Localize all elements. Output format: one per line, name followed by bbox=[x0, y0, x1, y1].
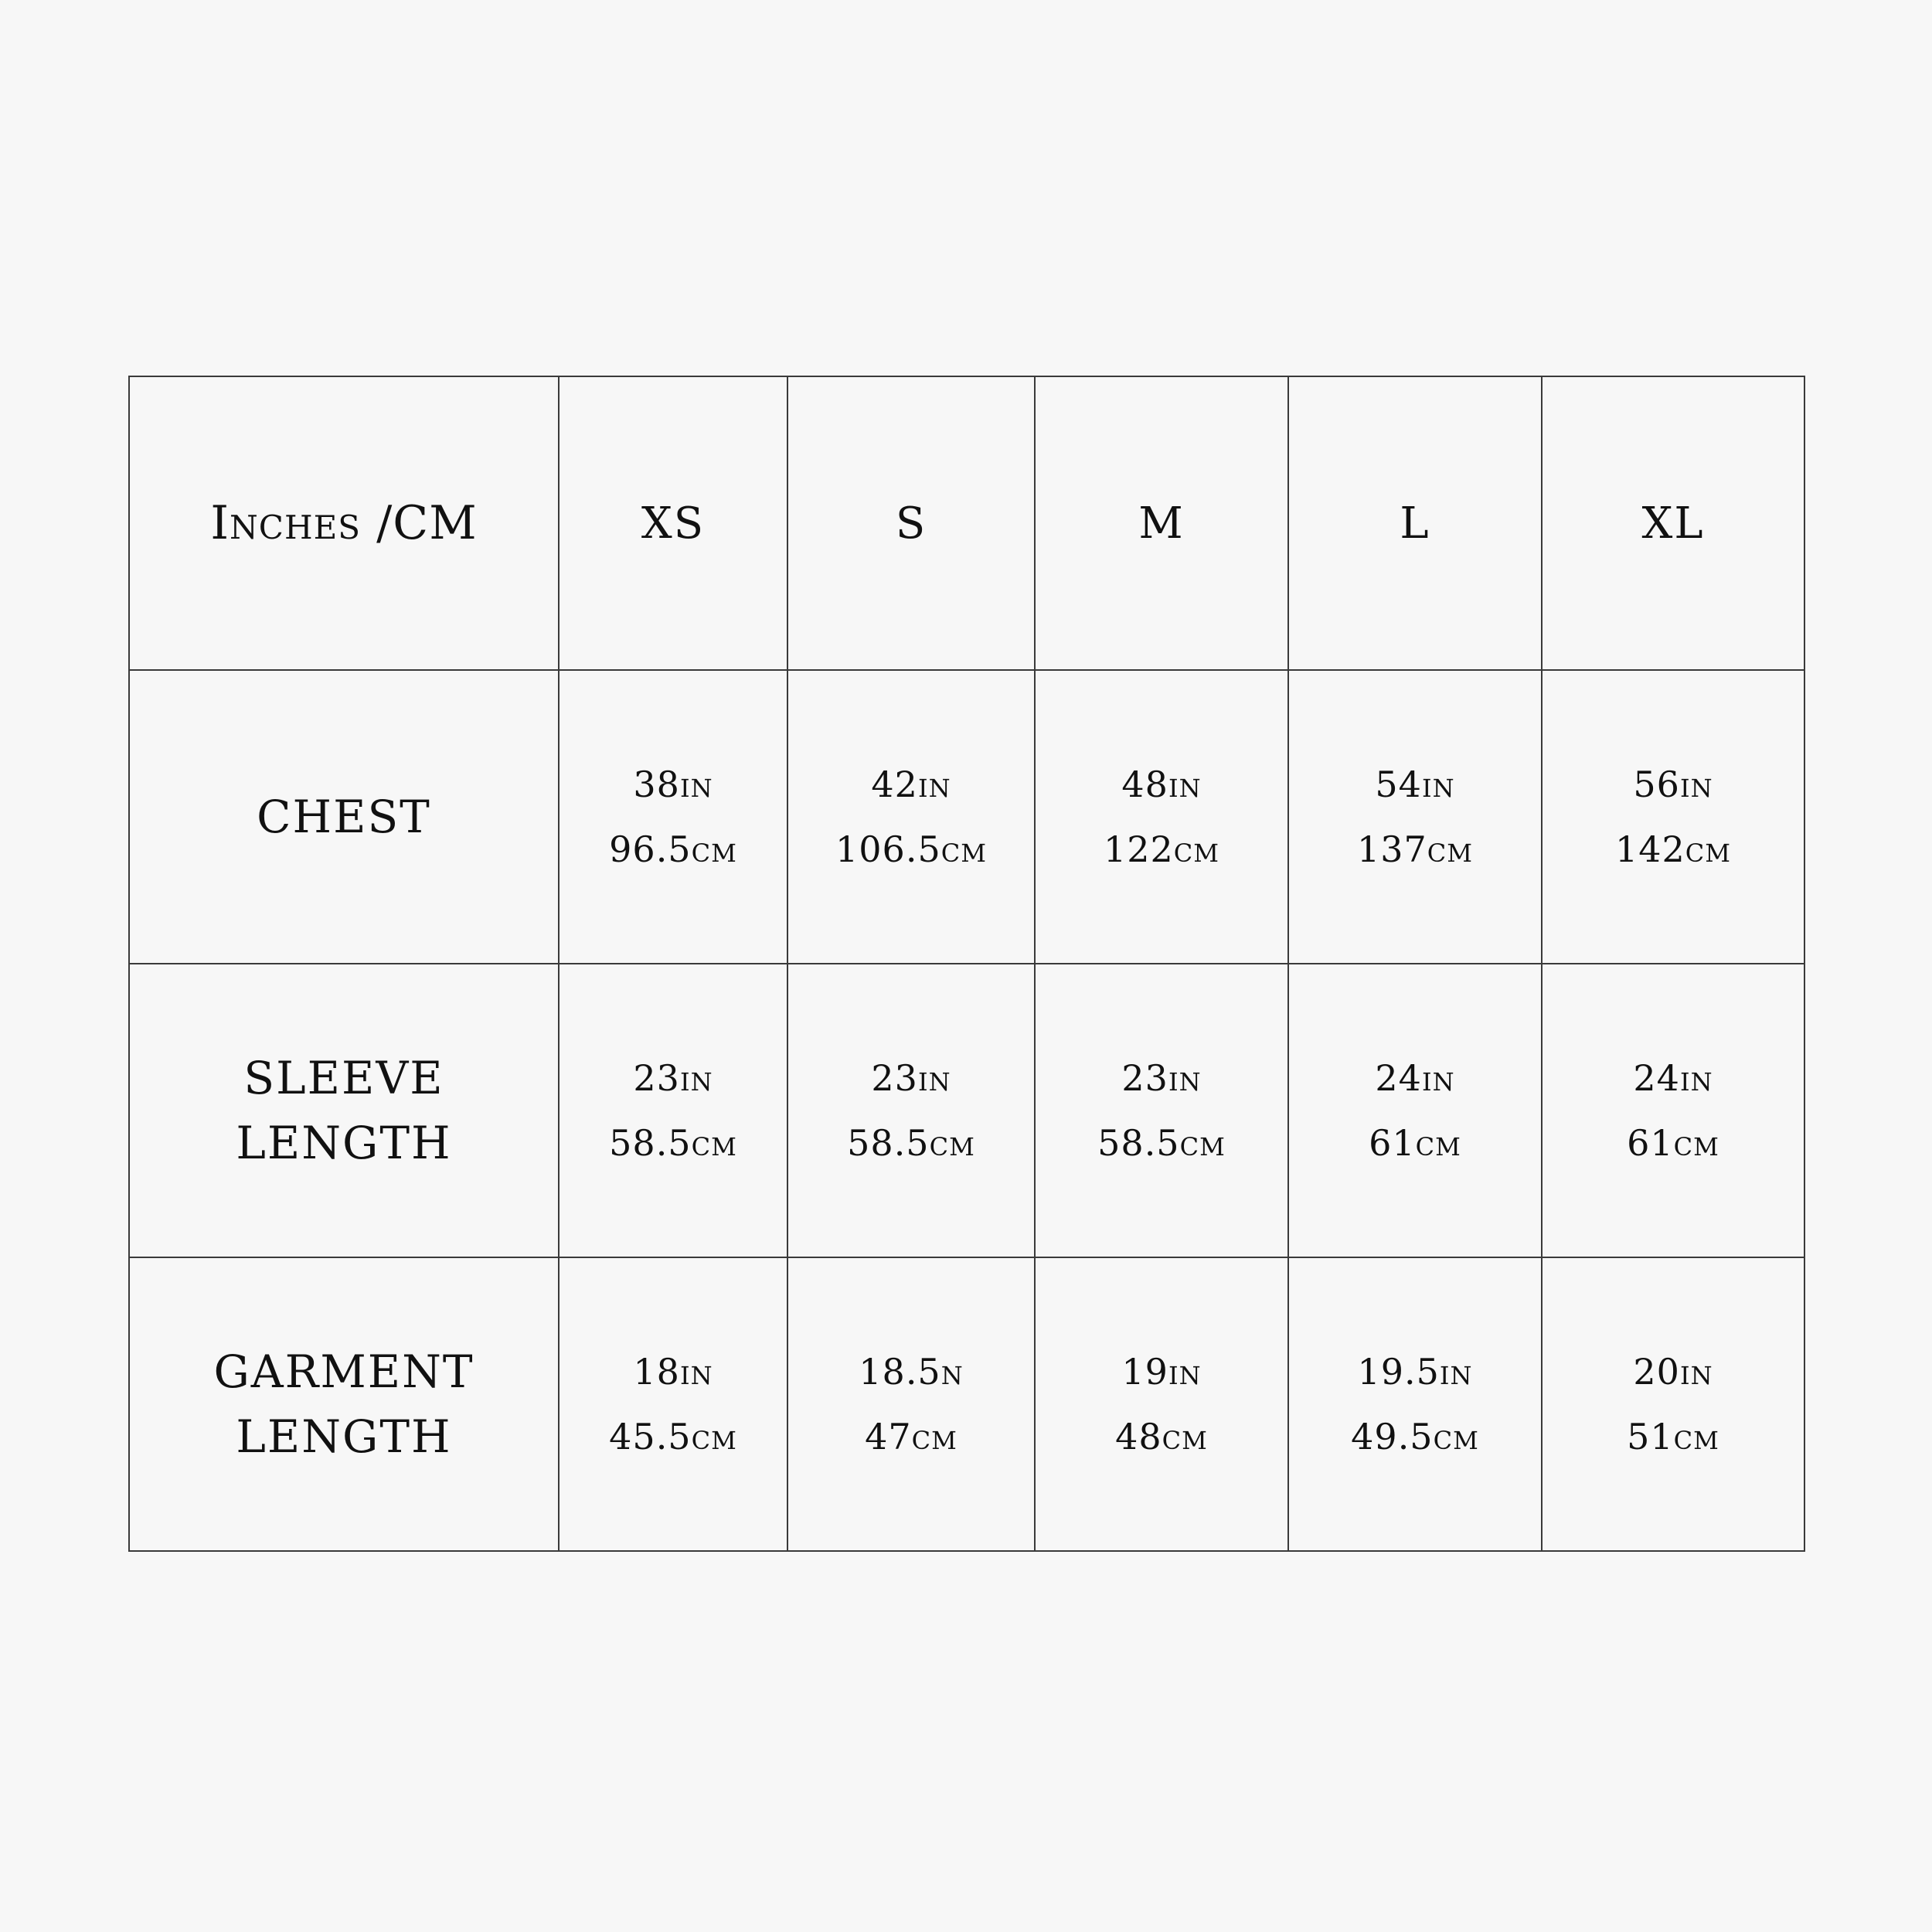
size-label: M bbox=[1138, 498, 1185, 549]
size-header-s bbox=[787, 376, 1035, 670]
value-inches: 42in bbox=[871, 764, 951, 805]
value-inches: 20in bbox=[1633, 1351, 1713, 1393]
value-inches: 19in bbox=[1121, 1351, 1202, 1393]
value-cm: 61cm bbox=[1369, 1122, 1461, 1164]
row-label-cell bbox=[129, 1257, 559, 1551]
value-cm: 96.5cm bbox=[609, 828, 737, 870]
value-inches: 18.5n bbox=[859, 1351, 964, 1393]
value-inches: 24in bbox=[1633, 1057, 1713, 1099]
value-inches: 23in bbox=[871, 1057, 951, 1099]
measurement-cell bbox=[559, 1257, 787, 1551]
size-label: XS bbox=[641, 498, 706, 549]
measurement-cell bbox=[787, 670, 1035, 964]
row-label-cell bbox=[129, 670, 559, 964]
value-cm: 49.5cm bbox=[1351, 1416, 1479, 1458]
value-cm: 48cm bbox=[1115, 1416, 1208, 1458]
value-inches: 48in bbox=[1121, 764, 1202, 805]
value-inches: 56in bbox=[1633, 764, 1713, 805]
value-cm: 61cm bbox=[1627, 1122, 1719, 1164]
size-label: S bbox=[895, 498, 927, 549]
value-cm: 58.5cm bbox=[847, 1122, 975, 1164]
measurement-cell bbox=[787, 964, 1035, 1257]
value-cm: 137cm bbox=[1356, 828, 1474, 870]
units-label: Inches /CM bbox=[210, 496, 478, 550]
measurement-cell bbox=[1542, 964, 1804, 1257]
row-label bbox=[236, 1046, 451, 1175]
size-header-xs bbox=[559, 376, 787, 670]
measurement-cell bbox=[559, 964, 787, 1257]
row-label-line: LENGTH bbox=[236, 1410, 452, 1463]
size-header-m bbox=[1035, 376, 1288, 670]
row-label bbox=[213, 1339, 474, 1469]
value-inches: 54in bbox=[1375, 764, 1455, 805]
value-inches: 38in bbox=[633, 764, 713, 805]
size-header-xl bbox=[1542, 376, 1804, 670]
value-cm: 51cm bbox=[1627, 1416, 1719, 1458]
row-label-line: LENGTH bbox=[236, 1117, 452, 1169]
value-cm: 45.5cm bbox=[609, 1416, 737, 1458]
value-inches: 19.5in bbox=[1357, 1351, 1473, 1393]
value-cm: 58.5cm bbox=[609, 1122, 737, 1164]
measurement-cell bbox=[1035, 964, 1288, 1257]
table-row-garment-length bbox=[129, 1257, 1804, 1551]
table-row-chest bbox=[129, 670, 1804, 964]
measurement-cell bbox=[1542, 1257, 1804, 1551]
value-inches: 24in bbox=[1375, 1057, 1455, 1099]
measurement-cell bbox=[787, 1257, 1035, 1551]
value-inches: 18in bbox=[633, 1351, 713, 1393]
size-chart-table bbox=[128, 376, 1805, 1552]
measurement-cell bbox=[1288, 670, 1542, 964]
value-cm: 47cm bbox=[865, 1416, 957, 1458]
value-cm: 106.5cm bbox=[835, 828, 987, 870]
header-row bbox=[129, 376, 1804, 670]
size-header-l bbox=[1288, 376, 1542, 670]
measurement-cell bbox=[1288, 1257, 1542, 1551]
row-label-line: CHEST bbox=[257, 791, 431, 843]
measurement-cell bbox=[1542, 670, 1804, 964]
measurement-cell bbox=[1035, 670, 1288, 964]
size-label: L bbox=[1400, 498, 1430, 549]
corner-cell bbox=[129, 376, 559, 670]
row-label-line: SLEEVE bbox=[243, 1052, 444, 1104]
value-inches: 23in bbox=[1121, 1057, 1202, 1099]
measurement-cell bbox=[1035, 1257, 1288, 1551]
measurement-cell bbox=[559, 670, 787, 964]
value-cm: 142cm bbox=[1614, 828, 1732, 870]
value-cm: 122cm bbox=[1103, 828, 1220, 870]
row-label-line: GARMENT bbox=[213, 1345, 474, 1398]
size-label: XL bbox=[1641, 498, 1705, 549]
value-cm: 58.5cm bbox=[1097, 1122, 1226, 1164]
row-label bbox=[257, 784, 431, 849]
value-inches: 23in bbox=[633, 1057, 713, 1099]
measurement-cell bbox=[1288, 964, 1542, 1257]
table-row-sleeve-length bbox=[129, 964, 1804, 1257]
row-label-cell bbox=[129, 964, 559, 1257]
